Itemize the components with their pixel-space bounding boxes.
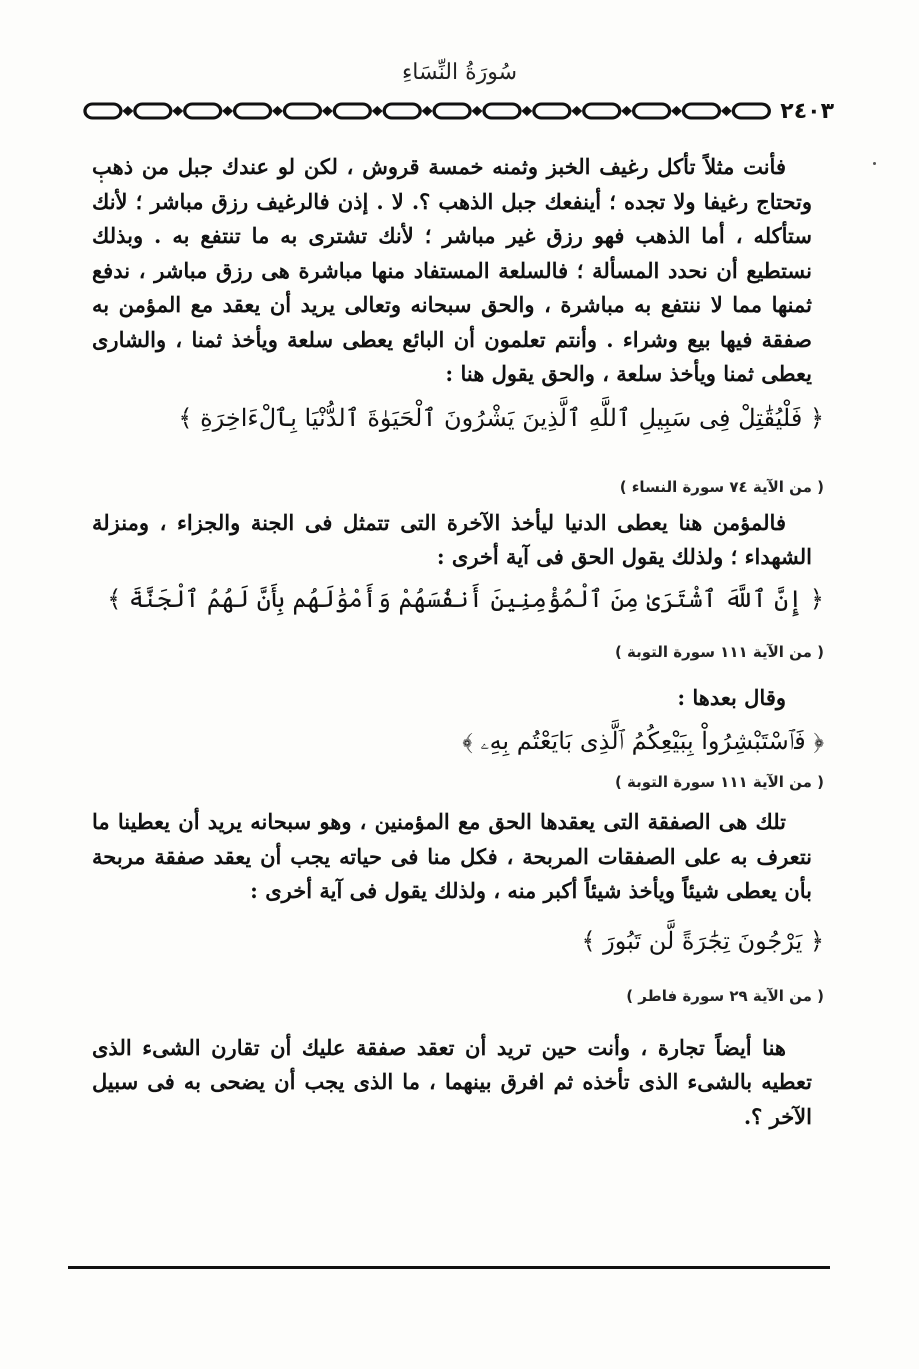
paragraph-4: تلك هى الصفقة التى يعقدها الحق مع المؤمنين ، وهو سبحانه يريد أن يعطينا ما نتعرف به على الصفقات المربحة ، فكل منا فى حياته يجب أن يعقد صفقة مربحة بأن يعطى شيئاً ويأخذ شيئاً أكبر منه ، ولذلك يقول فى آية أخرى : <box>92 809 812 903</box>
chain-link <box>584 104 620 118</box>
chain-diamond <box>472 106 483 116</box>
chain-diamond <box>621 106 632 116</box>
quran-verse-2: ﴿ إِنَّ ٱللَّهَ ٱشْتَرَىٰ مِنَ ٱلْمُؤْمِنِينَ أَنفُسَهُمْ وَأَمْوَٰلَهُم بِأَنَّ لَهُمُ ٱلْجَنَّةَ ﴾ <box>107 584 824 613</box>
chain-link <box>684 104 720 118</box>
chain-diamond <box>322 106 333 116</box>
verse-citation-3: ( من الآية ١١١ سورة التوبة ) <box>614 773 824 791</box>
verse-citation-1: ( من الآية ٧٤ سورة النساء ) <box>619 477 824 496</box>
surah-title: سُورَةُ النِّسَاءِ <box>401 60 518 85</box>
paragraph-5: هنا أيضاً تجارة ، وأنت حين تريد أن تعقد صفقة عليك أن تقارن الشىء الذى تعطيه بالشىء الذى تأخذه ثم افرق بينهما ، ما الذى يجب أن يضحى به فى سبيل الآخر ؟. <box>92 1034 812 1129</box>
header-ornament-band <box>78 96 838 126</box>
chain-diamond <box>422 106 433 116</box>
verse-citation-2: ( من الآية ١١١ سورة التوبة ) <box>614 642 824 661</box>
chain-link <box>85 104 121 118</box>
chain-link <box>235 104 271 118</box>
chain-link <box>135 104 171 118</box>
chain-diamond <box>521 106 532 116</box>
quran-verse-3: ﴿ فَٱسْتَبْشِرُواْ بِبَيْعِكُمُ ٱلَّذِى بَايَعْتُم بِهِۦ ﴾ <box>462 727 824 755</box>
chain-diamond <box>372 106 383 116</box>
chain-diamond <box>222 106 233 116</box>
quran-verse-4: ﴿ يَرْجُونَ تِجَٰرَةً لَّن تَبُورَ ﴾ <box>581 926 824 955</box>
page-body <box>92 150 824 1134</box>
page-number: ٢٤٠٣ <box>780 98 834 124</box>
chain-link <box>434 104 470 118</box>
chain-diamond <box>721 106 732 116</box>
chain-diamond <box>571 106 582 116</box>
chain-link <box>634 104 670 118</box>
chain-link <box>185 104 221 118</box>
quran-verse-1: ﴿ فَلْيُقَٰتِلْ فِى سَبِيلِ ٱللَّهِ ٱلَّذِينَ يَشْرُونَ ٱلْحَيَوٰةَ ٱلدُّنْيَا بِٱلْءَاخِرَةِ ﴾ <box>178 403 824 432</box>
chain-diamond <box>122 106 133 116</box>
chain-link <box>534 104 570 118</box>
scan-speck <box>873 162 876 165</box>
chain-diamond <box>172 106 183 116</box>
footer-rule <box>68 1266 830 1269</box>
paragraph-2: فالمؤمن هنا يعطى الدنيا ليأخذ الآخرة التى تتمثل فى الجنة والجزاء ، ومنزلة الشهداء ؛ ولذلك يقول الحق فى آية أخرى : <box>92 509 812 569</box>
verse-citation-4: ( من الآية ٢٩ سورة فاطر ) <box>626 986 824 1005</box>
chain-link <box>484 104 520 118</box>
chain-diamond <box>671 106 682 116</box>
paragraph-1: فأنت مثلاً تأكل رغيف الخبز وثمنه خمسة قروش ، لكن لو عندك جبل من ذهب وتحتاج رغيفا ولا تجده ؛ أينفعك جبل الذهب ؟. لا . إذن فالرغيف رزق مباشر ؛ لأنك ستأكله ، أما الذهب فهو رزق غير مباشر ؛ لأنك تشترى به ما تنتفع به . وبذلك نستطيع أن نحدد المسألة ؛ فالسلعة المستفاد منها مباشرة هى رزق مباشر ، ندفع ثمنها مما لا ننتفع به مباشرة ، والحق سبحانه وتعالى يريد أن يعقد مع المؤمن به صفقة فيها بيع وشراء . وأنتم تعلمون أن البائع يعطى سلعة ويأخذ ثمنا ، والشارى يعطى ثمنا ويأخذ سلعة ، والحق يقول هنا : <box>92 154 812 386</box>
chain-link <box>733 104 769 118</box>
chain-link <box>284 104 320 118</box>
scan-speck <box>100 180 103 183</box>
chain-link <box>334 104 370 118</box>
chain-ornament <box>78 96 776 126</box>
paragraph-3: وقال بعدها : <box>677 684 786 710</box>
chain-diamond <box>272 106 283 116</box>
chain-link <box>384 104 420 118</box>
